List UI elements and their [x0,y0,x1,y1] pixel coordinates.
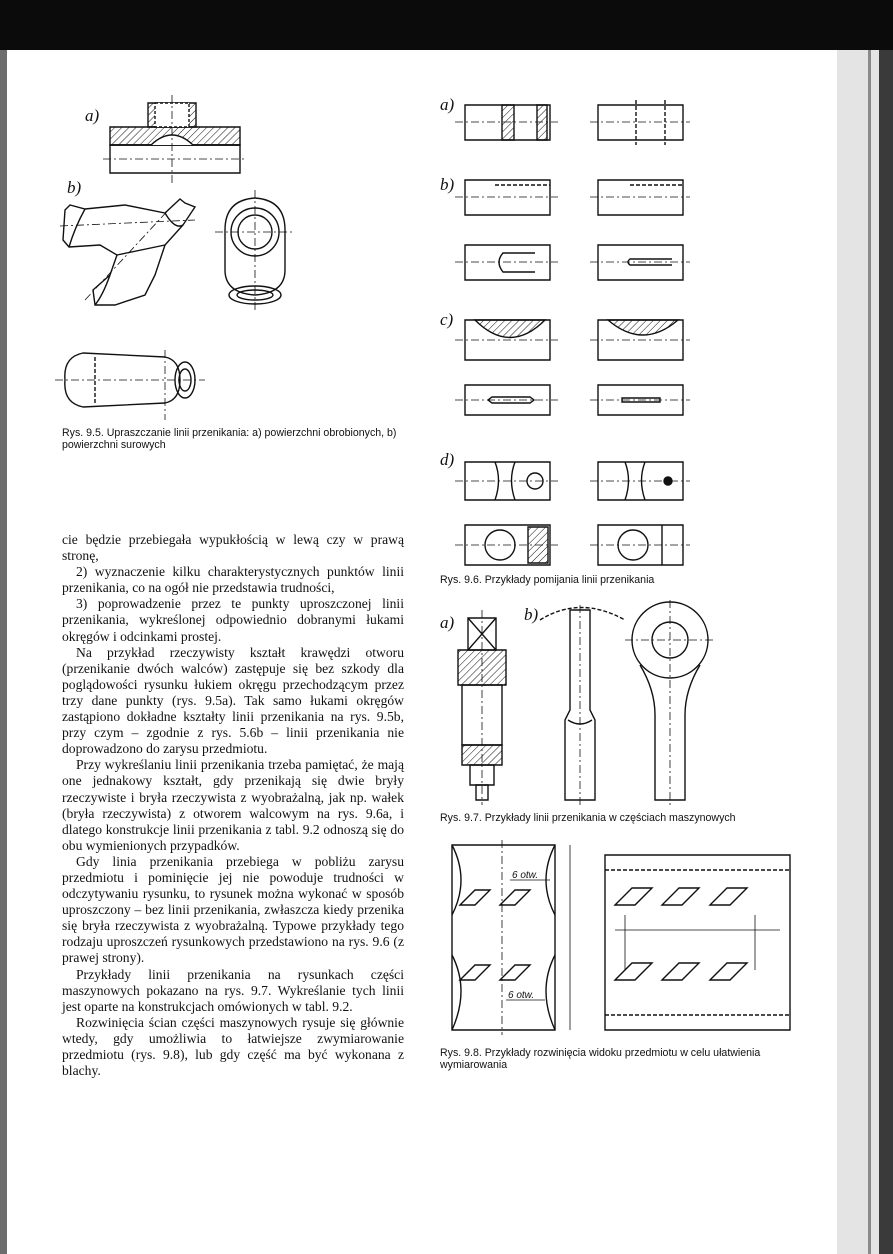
fig-9-7-caption: Rys. 9.7. Przykłady linii przenikania w częściach maszynowych [440,812,736,824]
paragraph-1: cie będzie przebiegała wypukłością w lewą czy w prawą stronę, [62,532,404,564]
fig-9-6-caption: Rys. 9.6. Przykłady pomijania linii przenikania [440,574,655,586]
fig-9-8-dim-top: 6 otw. [512,870,539,881]
fig-9-7-label-b: b) [524,605,539,624]
figure-9-7-drawing [440,600,720,810]
fig-9-6-label-c: c) [440,310,454,329]
fig-9-8-caption: Rys. 9.8. Przykłady rozwinięcia widoku przedmiotu w celu ułatwienia wymiarowania [440,1047,761,1071]
scan-left-edge [0,50,7,1254]
figure-9-8-drawing [440,840,800,1040]
paragraph-3: 3) poprowadzenie przez te punkty uproszczonej linii przenikania, wykreślonej odpowiednio dobranymi łukami okręgów i odcinkami prostej. [62,596,404,644]
fig-9-6-label-a: a) [440,95,455,114]
paragraph-6: Gdy linia przenikania przebiega w pobliżu zarysu przedmiotu i pominięcie jej nie powoduje trudności w odczytywaniu rysunku, to rysunek można wykonać w sposób uproszczony – bez linii przenikania, zwłaszcza kiedy przenika się bryła rzeczywista z wyobrażalną. Typowe przykłady tego rodzaju uproszczeń rysunkowych przedstawiono na rys. 9.6 (z prawej strony). [62,853,404,966]
figure-9-6-drawing [440,95,700,570]
scan-top-border [0,0,893,50]
scan-right-edge [837,50,893,1254]
figure-9-5-drawing [55,95,415,425]
body-text [62,532,404,1079]
fig-9-7-label-a: a) [440,613,455,632]
fig-9-6-label-b: b) [440,175,455,194]
fig-9-8-dim-bottom: 6 otw. [508,990,535,1001]
paragraph-7: Przykłady linii przenikania na rysunkach części maszynowych pokazano na rys. 9.7. Wykreślanie tych linii jest oparte na konstrukcjach omówionych w tabl. 9.2. [62,966,404,1014]
paragraph-5: Przy wykreślaniu linii przenikania trzeba pamiętać, że mają one jednakowy kształt, gdy przenikają się dwie bryły rzeczywiste i bryła rzeczywista z wyobrażalną, jak np. wałek (bryła rzeczywista) z otworem walcowym na rys. 9.6a, i dlatego konstrukcje linii przenikania z tabl. 9.2 odnoszą się do obu wymienionych przypadków. [62,757,404,853]
paragraph-2: 2) wyznaczenie kilku charakterystycznych punktów linii przenikania, co na ogół nie przedstawia trudności, [62,564,404,596]
paragraph-4: Na przykład rzeczywisty kształt krawędzi otworu (przenikanie dwóch walców) zastępuje się bez szkody dla poglądowości rysunku łukiem okręgu przechodzącym przez trzy dane punkty (rys. 9.5a). Tak samo łukami okręgów zastąpiono dokładne kształty linii przenikania na rys. 9.5b, przy czym – zgodnie z rys. 5.6b – linii przenikania nie doprowadzono do zarysu przedmiotu. [62,644,404,757]
fig-9-6-label-d: d) [440,450,455,469]
fig-9-5-caption: Rys. 9.5. Upraszczanie linii przenikania: a) powierzchni obrobionych, b) powierzchni surowych [62,427,397,451]
fig-9-5-label-a: a) [85,106,100,125]
paragraph-8: Rozwinięcia ścian części maszynowych rysuje się głównie wtedy, gdy umożliwia to łatwiejsze zwymiarowanie przedmiotu (rys. 9.8), lub gdy część ma być wykonana z blachy. [62,1014,404,1079]
fig-9-5-label-b: b) [67,178,82,197]
